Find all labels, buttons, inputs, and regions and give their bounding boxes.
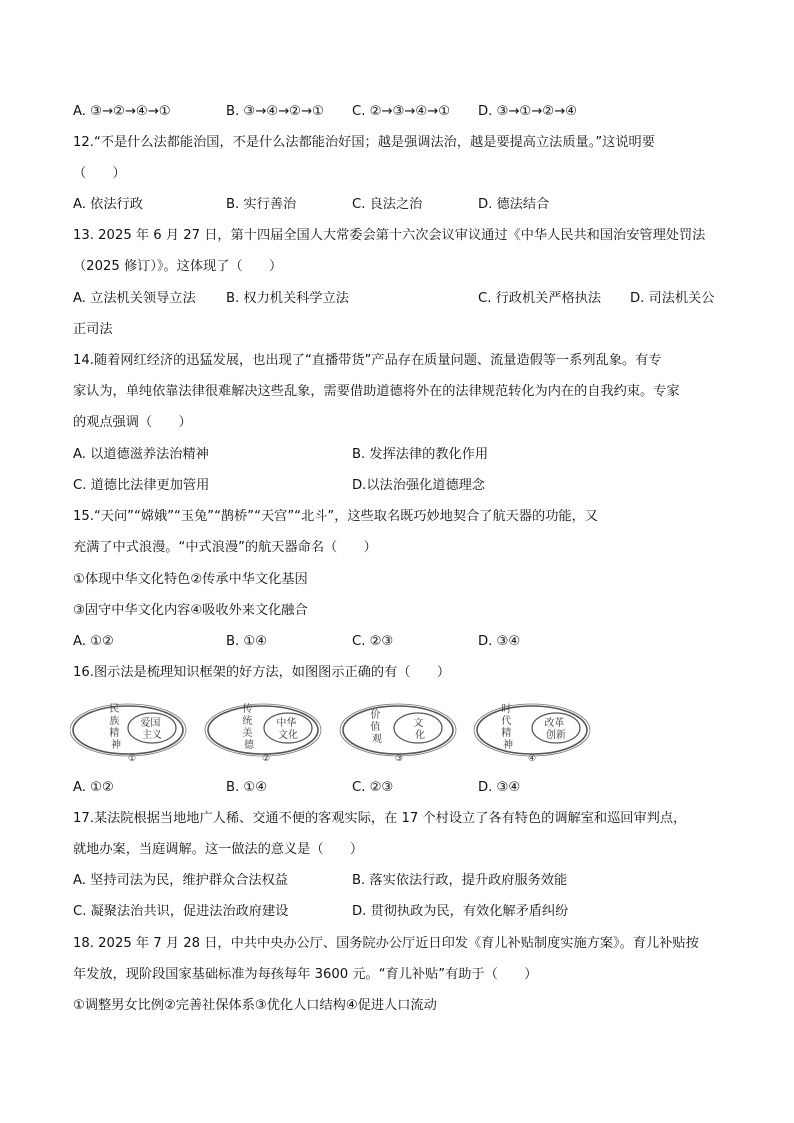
- q16-diagram-4: [474, 702, 590, 764]
- q17-option-c: C. 凝聚法治共识，促进法治政府建设: [73, 904, 289, 919]
- q16-d2-outer-3: 德: [244, 740, 254, 751]
- q16-d2-number: ②: [261, 754, 271, 764]
- q16-d1-outer-3: 神: [111, 740, 121, 751]
- q16-diagram-1: [70, 703, 186, 764]
- q17-option-d: D. 贯彻执政为民，有效化解矛盾纠纷: [352, 904, 569, 919]
- svg-text:中华 文化: [276, 716, 299, 741]
- q16-d4-outer-2: 精: [501, 728, 512, 739]
- q16-d1-outer-0: 民: [109, 704, 120, 715]
- svg-text:文 化: [413, 717, 426, 741]
- q14-stem-line-2: 家认为，单纯依靠法律很难解决这些乱象，需要借助道德将外在的法律规范转化为内在的自我约束。专家: [73, 384, 680, 399]
- q18-statement-1: ①调整男女比例②完善社保体系③优化人口结构④促进人口流动: [73, 998, 437, 1013]
- q16-d3-outer-1: 值: [370, 722, 381, 733]
- q14-option-d: D.以法治强化道德理念: [352, 478, 486, 493]
- q12-option-d: D. 德法结合: [478, 197, 550, 212]
- q14-option-b: B. 发挥法律的教化作用: [352, 447, 489, 462]
- q12-stem-line-2: （ ）: [73, 166, 126, 181]
- q11-option-a: A. ③→②→④→①: [73, 104, 171, 119]
- q15-statement-2: ③固守中华文化内容④吸收外来文化融合: [73, 603, 308, 618]
- q16-option-d: D. ③④: [478, 780, 521, 795]
- q16-d2-inner-0: 中华: [276, 718, 297, 729]
- q17-stem-line-2: 就地办案，当庭调解。这一做法的意义是（ ）: [73, 842, 364, 857]
- q16-d4-outer-0: 时: [501, 704, 512, 715]
- q13-option-d-wrap: 正司法: [73, 322, 113, 337]
- q15-stem-line-1: 15.“天问”“嫦娥”“玉兔”“鹊桥”“天宫”“北斗”，这些取名既巧妙地契合了航天器的功能，又: [73, 509, 598, 524]
- q16-d4-inner-1: 创新: [546, 730, 566, 741]
- q14-option-a: A. 以道德滋养法治精神: [73, 447, 209, 462]
- svg-text:传 统 美: [242, 702, 255, 751]
- q13-option-b: B. 权力机关科学立法: [226, 291, 349, 306]
- q16-d4-inner-0: 改革: [544, 718, 565, 729]
- q16-diagram-3: [340, 704, 456, 764]
- q13-option-c: C. 行政机关严格执法: [478, 291, 602, 306]
- q16-d3-inner-1: 化: [415, 730, 425, 741]
- q15-option-b: B. ①④: [226, 634, 268, 649]
- q16-d3-inner-0: 文: [413, 718, 424, 729]
- q11-option-b: B. ③→④→②→①: [226, 104, 324, 119]
- q17-option-a: A. 坚持司法为民，维护群众合法权益: [73, 873, 288, 888]
- svg-text:爱国 主义: [140, 717, 163, 741]
- q16-d1-inner-0: 爱国: [140, 718, 161, 729]
- q13-stem-line-2: （2025 修订）》。这体现了（ ）: [73, 259, 283, 274]
- q13-option-a: A. 立法机关领导立法: [73, 291, 196, 306]
- svg-text:改革 创新: [544, 716, 567, 741]
- q15-stem-line-2: 充满了中式浪漫。“中式浪漫”的航天器命名（ ）: [73, 540, 377, 555]
- q14-stem-line-1: 14.随着网红经济的迅猛发展，也出现了“直播带货”产品存在质量问题、流量造假等一系列乱象。有专: [73, 353, 662, 368]
- q15-option-a: A. ①②: [73, 634, 114, 649]
- q12-option-c: C. 良法之治: [352, 197, 423, 212]
- q13-stem-line-1: 13. 2025 年 6 月 27 日，第十四届全国人大常委会第十六次会议审议通过《中华人民共和国治安管理处罚法: [73, 228, 706, 243]
- q16-d2-outer-0: 传: [242, 704, 253, 715]
- q16-diagram-figure: [70, 700, 610, 764]
- q14-stem-line-3: 的观点强调（ ）: [73, 415, 192, 430]
- svg-text:时 代 精: [501, 702, 514, 751]
- q16-option-b: B. ①④: [226, 780, 268, 795]
- q18-stem-line-1: 18. 2025 年 7 月 28 日，中共中央办公厅、国务院办公厅近日印发《育儿补贴制度实施方案》。育儿补贴按: [73, 936, 699, 951]
- svg-text:民 族 精: [109, 703, 122, 751]
- q13-option-d: D. 司法机关公: [630, 291, 715, 306]
- q16-option-c: C. ②③: [352, 780, 394, 795]
- q17-option-b: B. 落实依法行政，提升政府服务效能: [352, 873, 568, 888]
- q16-d1-outer-2: 精: [109, 728, 120, 739]
- q14-option-c: C. 道德比法律更加管用: [73, 478, 210, 493]
- q16-stem: 16.图示法是梳理知识框架的好方法，如图图示正确的有（ ）: [73, 665, 451, 680]
- q16-diagram-2: [205, 702, 321, 764]
- q15-option-c: C. ②③: [352, 634, 394, 649]
- q16-d4-number: ④: [527, 754, 537, 764]
- q16-option-a: A. ①②: [73, 780, 114, 795]
- q16-d4-outer-3: 神: [503, 740, 513, 751]
- q16-d1-inner-1: 主义: [142, 730, 162, 741]
- q17-stem-line-1: 17.某法院根据当地地广人稀、交通不便的客观实际，在 17 个村设立了各有特色的调解室和巡回审判点，: [73, 811, 687, 826]
- q12-stem-line-1: 12.“不是什么法都能治国，不是什么法都能治好国；越是强调法治，越是要提高立法质量。”这说明要: [73, 135, 655, 150]
- q16-d3-number: ③: [394, 754, 404, 764]
- q15-option-d: D. ③④: [478, 634, 521, 649]
- q12-option-a: A. 依法行政: [73, 197, 143, 212]
- q11-option-d: D. ③→①→②→④: [478, 104, 577, 119]
- q15-statement-1: ①体现中华文化特色②传承中华文化基因: [73, 572, 308, 587]
- q16-d1-outer-1: 族: [109, 716, 120, 727]
- svg-text:价 值 观: [370, 708, 383, 745]
- q16-d2-inner-1: 文化: [278, 730, 298, 741]
- q16-d4-outer-1: 代: [501, 716, 512, 727]
- q16-d2-outer-2: 美: [242, 728, 253, 739]
- q16-d3-outer-2: 观: [372, 734, 382, 745]
- q12-option-b: B. 实行善治: [226, 197, 297, 212]
- q11-option-c: C. ②→③→④→①: [352, 104, 451, 119]
- q16-d1-number: ①: [127, 754, 137, 764]
- q16-d3-outer-0: 价: [370, 710, 381, 721]
- q16-d2-outer-1: 统: [242, 716, 253, 727]
- q18-stem-line-2: 年发放，现阶段国家基础标准为每孩每年 3600 元。“育儿补贴”有助于（ ）: [73, 967, 538, 982]
